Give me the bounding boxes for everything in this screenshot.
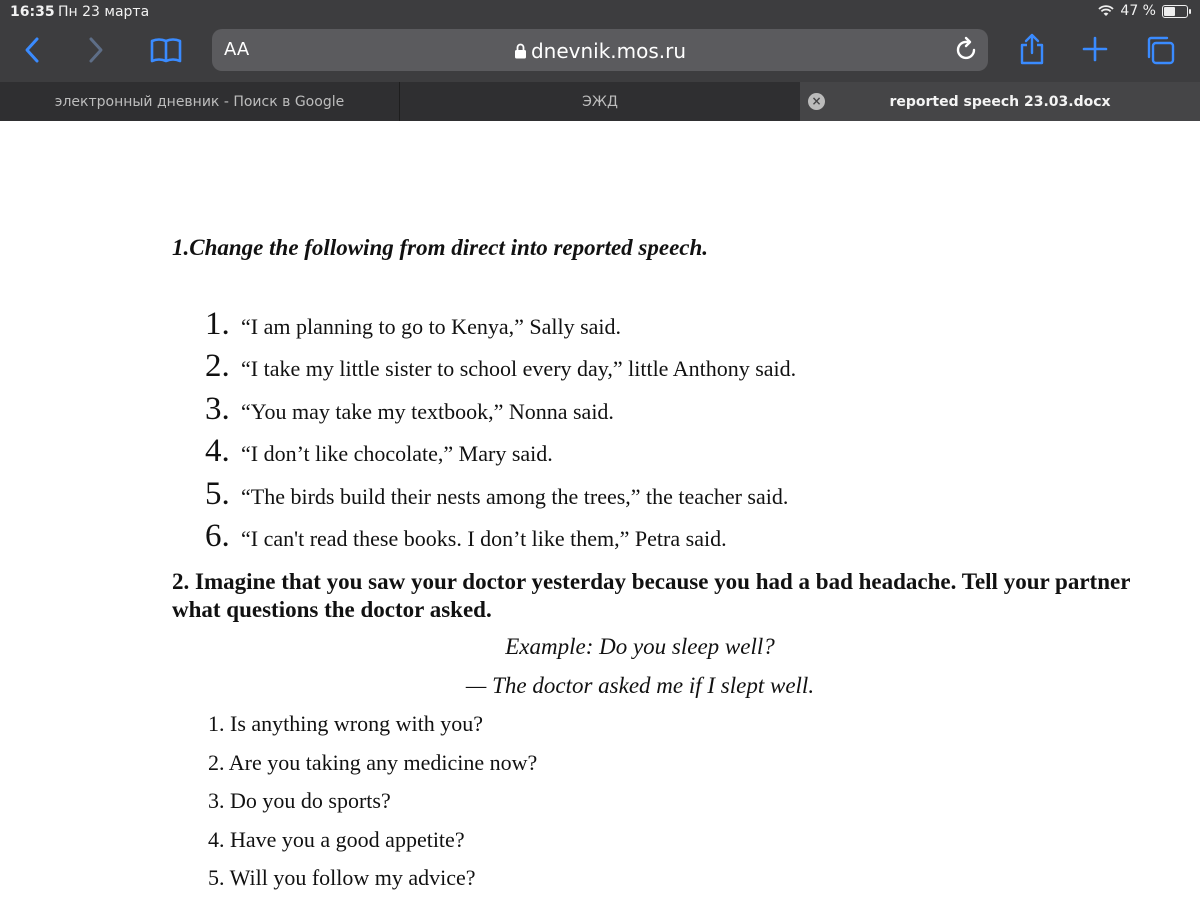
task1-title: 1.Change the following from direct into reported speech. bbox=[172, 235, 709, 260]
item-text: “The birds build their nests among the trees,” the teacher said. bbox=[241, 483, 789, 509]
list-item bbox=[205, 433, 796, 475]
tab-label: reported speech 23.03.docx bbox=[889, 93, 1111, 110]
lock-icon bbox=[514, 43, 527, 59]
list-item bbox=[205, 518, 796, 560]
item-number: 3. bbox=[205, 390, 230, 427]
close-tab-icon[interactable]: × bbox=[808, 93, 825, 110]
browser-chrome bbox=[0, 0, 1200, 82]
task1-list bbox=[205, 306, 796, 560]
item-text: “I take my little sister to school every day,” little Anthony said. bbox=[241, 356, 797, 382]
tab-ezhd[interactable] bbox=[400, 82, 800, 121]
share-icon[interactable] bbox=[1018, 33, 1046, 65]
bookmarks-icon[interactable] bbox=[150, 37, 182, 63]
forward-icon[interactable] bbox=[86, 35, 106, 65]
item-number: 2. bbox=[205, 348, 230, 385]
list-item bbox=[205, 348, 796, 390]
list-item: 2. Are you taking any medicine now? bbox=[208, 749, 538, 775]
list-item: 3. Do you do sports? bbox=[208, 788, 391, 813]
example-answer: — The doctor asked me if I slept well. bbox=[465, 673, 815, 698]
url-display[interactable] bbox=[212, 39, 988, 63]
item-number: 6. bbox=[205, 517, 230, 554]
tabs-overview-icon[interactable] bbox=[1145, 35, 1175, 65]
item-text: “I can't read these books. I don’t like them,” Petra said. bbox=[241, 525, 727, 551]
battery-percent: 47 % bbox=[1120, 3, 1156, 19]
url-text: dnevnik.mos.ru bbox=[530, 39, 687, 63]
item-text: “I am planning to go to Kenya,” Sally said. bbox=[241, 314, 622, 339]
item-text: “You may take my textbook,” Nonna said. bbox=[241, 398, 614, 424]
nav-bar bbox=[0, 24, 1200, 82]
tab-bar bbox=[0, 82, 1200, 121]
reload-icon[interactable] bbox=[956, 35, 978, 61]
list-item: 5. Will you follow my advice? bbox=[208, 865, 476, 890]
battery-icon bbox=[1162, 5, 1188, 18]
item-number: 1. bbox=[205, 306, 230, 342]
example-question: Example: Do you sleep well? bbox=[505, 634, 775, 659]
item-number: 5. bbox=[205, 475, 230, 512]
item-number: 4. bbox=[205, 433, 230, 470]
back-icon[interactable] bbox=[22, 35, 42, 65]
tab-label: ЭЖД bbox=[582, 93, 618, 110]
status-time: 16:35 bbox=[10, 4, 55, 20]
list-item bbox=[205, 306, 796, 348]
new-tab-icon[interactable] bbox=[1082, 36, 1108, 62]
status-right bbox=[1098, 3, 1188, 19]
list-item bbox=[205, 391, 796, 433]
status-date: Пн 23 марта bbox=[58, 4, 150, 20]
item-text: “I don’t like chocolate,” Mary said. bbox=[241, 441, 553, 467]
document-view bbox=[0, 121, 1200, 901]
status-bar bbox=[0, 0, 1200, 24]
task2-list bbox=[208, 711, 537, 904]
list-item: 4. Have you a good appetite? bbox=[208, 826, 465, 852]
tab-reported-speech[interactable] bbox=[800, 82, 1200, 121]
list-item bbox=[205, 476, 796, 518]
task2-title: 2. Imagine that you saw your doctor yesterday because you had a bad headache. Tell your partner what questions the doctor asked. bbox=[172, 569, 1130, 622]
tab-label: электронный дневник - Поиск в Google bbox=[54, 93, 345, 110]
list-item: 1. Is anything wrong with you? bbox=[208, 711, 483, 736]
address-bar[interactable] bbox=[212, 29, 988, 71]
text-size-button[interactable]: AA bbox=[224, 39, 250, 60]
wifi-icon bbox=[1098, 5, 1114, 17]
tab-google-search[interactable] bbox=[0, 82, 400, 121]
